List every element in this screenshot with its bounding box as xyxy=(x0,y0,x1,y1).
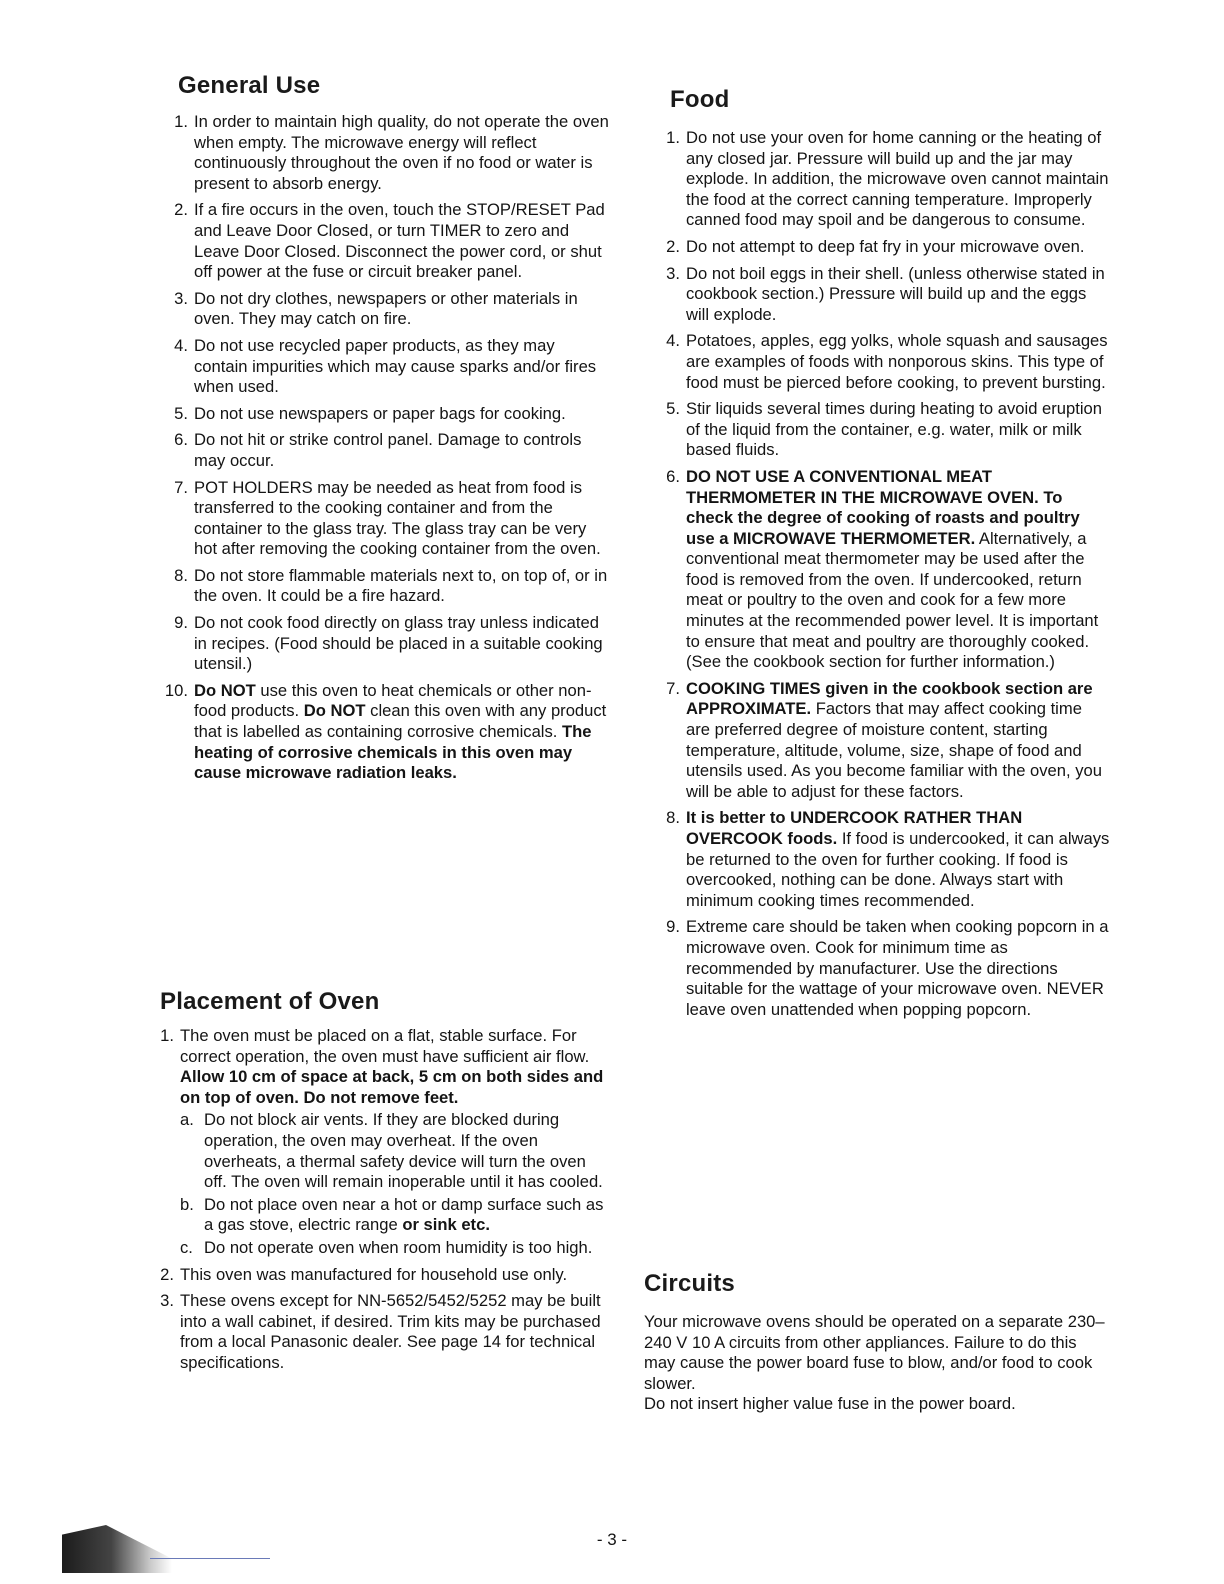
general-use-heading: General Use xyxy=(178,72,321,99)
circuits-paragraph: Your microwave ovens should be operated on a separate 230–240 V 10 A circuits from other appliances. Failure to do this may cause the power board fuse to blow, and/or food to cook slower. xyxy=(644,1312,1105,1393)
list-item: 3. These ovens except for NN-5652/5452/5252 may be built into a wall cabinet, if desired. Trim kits may be purchased from a local Panasonic dealer. See page 14 for technical specifications. xyxy=(160,1291,601,1372)
list-item: 2. Do not attempt to deep fat fry in your microwave oven. xyxy=(666,236,1085,256)
food-list xyxy=(640,128,1110,1026)
list-item: 8. It is better to UNDERCOOK RATHER THAN OVERCOOK foods. If food is undercooked, it can always be returned to the oven for further cooking. If food is overcooked, nothing can be done. Always start with minimum cooking times recommended. xyxy=(666,808,1110,910)
general-use-list xyxy=(148,112,610,790)
list-item: 9. Do not cook food directly on glass tray unless indicated in recipes. (Food should be placed in a suitable cooking utensil.) xyxy=(174,613,603,674)
list-item: 5. Do not use newspapers or paper bags for cooking. xyxy=(174,403,566,423)
list-item: 3. Do not dry clothes, newspapers or other materials in oven. They may catch on fire. xyxy=(174,288,578,329)
list-item: 1. Do not use your oven for home canning or the heating of any closed jar. Pressure will build up and the jar may explode. In addition, the microwave oven cannot maintain the food at the correct canning temperature. Improperly canned food may spoil and be dangerous to consume. xyxy=(666,128,1109,230)
page-number: - 3 - xyxy=(596,1530,628,1549)
sub-list-item: b. Do not place oven near a hot or damp surface such as a gas stove, electric range or sink etc. xyxy=(180,1194,604,1235)
circuits-fuse-note: Do not insert higher value fuse in the power board. xyxy=(644,1394,1016,1414)
list-item: 3. Do not boil eggs in their shell. (unless otherwise stated in cookbook section.) Pressure will build up and the eggs will explode. xyxy=(666,263,1105,324)
circuits-heading: Circuits xyxy=(644,1270,735,1297)
list-item: 7. COOKING TIMES given in the cookbook section are APPROXIMATE. Factors that may affect cooking time are preferred degree of moisture content, starting temperature, altitude, volume, size, shape of food and utensils used. As you become familiar with the oven, you will be able to adjust for these factors. xyxy=(666,678,1102,801)
list-item: 10. Do NOT use this oven to heat chemicals or other non-food products. Do NOT clean this oven with any product that is labelled as containing corrosive chemicals. The heating of corrosive chemicals in this oven may cause microwave radiation leaks. xyxy=(164,680,607,783)
list-item: 1. In order to maintain high quality, do not operate the oven when empty. The microwave energy will reflect continuously throughout the oven if no food or water is present to absorb energy. xyxy=(174,112,609,193)
list-item: 6. DO NOT USE A CONVENTIONAL MEAT THERMOMETER IN THE MICROWAVE OVEN. To check the degree of cooking of roasts and poultry use a MICROWAVE THERMOMETER. Alternatively, a conventional meat thermometer may be used after the food is removed from the oven. If undercooked, return meat or poultry to the oven and cook for a few more minutes at the recommended power level. It is important to ensure that meat and poultry are thoroughly cooked. (See the cookbook section for further information.) xyxy=(666,466,1099,672)
list-item: 8. Do not store flammable materials next to, on top of, or in the oven. It could be a fire hazard. xyxy=(174,565,608,606)
general-use-section xyxy=(178,72,320,100)
sub-list-item: a. Do not block air vents. If they are blocked during operation, the oven may overheat. If the oven overheats, a thermal safety device will turn the oven off. The oven will remain inoperable until it has cooled. xyxy=(180,1110,603,1192)
list-item: 5. Stir liquids several times during heating to avoid eruption of the liquid from the container, e.g. water, milk or milk based fluids. xyxy=(666,399,1102,460)
list-item: 4. Do not use recycled paper products, as they may contain impurities which may cause sparks and/or fires when used. xyxy=(174,335,597,397)
food-heading: Food xyxy=(670,86,730,113)
list-item: 2. If a fire occurs in the oven, touch the STOP/RESET Pad and Leave Door Closed, or turn TIMER to zero and Leave Door Closed. Disconnect the power cord, or shut off power at the fuse or circuit breaker panel. xyxy=(174,200,605,282)
placement-heading: Placement of Oven xyxy=(160,988,380,1015)
list-item: 6. Do not hit or strike control panel. Damage to controls may occur. xyxy=(174,430,582,470)
list-item: 2. This oven was manufactured for household use only. xyxy=(160,1264,568,1284)
placement-list xyxy=(134,1026,610,1380)
scan-line xyxy=(150,1558,270,1559)
list-item: 1. The oven must be placed on a flat, stable surface. For correct operation, the oven must have sufficient air flow. Allow 10 cm of space at back, 5 cm on both sides and on top of oven. Do not remove feet. a. Do not block air vents. If they are blocked during operation, the oven may overheat. If the oven overheats, a thermal safety device will turn the oven off. The oven will remain inoperable until it has cooled. b. Do not place oven near a hot or damp surface such as a gas stove, electric range or sink etc. c. Do not operate oven when room humidity is too high. xyxy=(134,1026,610,1259)
circuits-text xyxy=(644,1312,1108,1415)
sub-list-item: c. Do not operate oven when room humidity is too high. xyxy=(180,1237,593,1257)
list-item: 4. Potatoes, apples, egg yolks, whole squash and sausages are examples of foods with nonporous skins. This type of food must be pierced before cooking, to prevent bursting. xyxy=(666,331,1108,392)
list-item: 9. Extreme care should be taken when cooking popcorn in a microwave oven. Cook for minimum time as recommended by manufacturer. Use the directions suitable for the wattage of your microwave oven. NEVER leave oven unattended when popping popcorn. xyxy=(666,917,1109,1019)
list-item: 7. POT HOLDERS may be needed as heat from food is transferred to the cooking container and from the container to the glass tray. The glass tray can be very hot after removing the cooking container from the oven. xyxy=(174,477,601,559)
placement-sublist xyxy=(180,1110,610,1258)
